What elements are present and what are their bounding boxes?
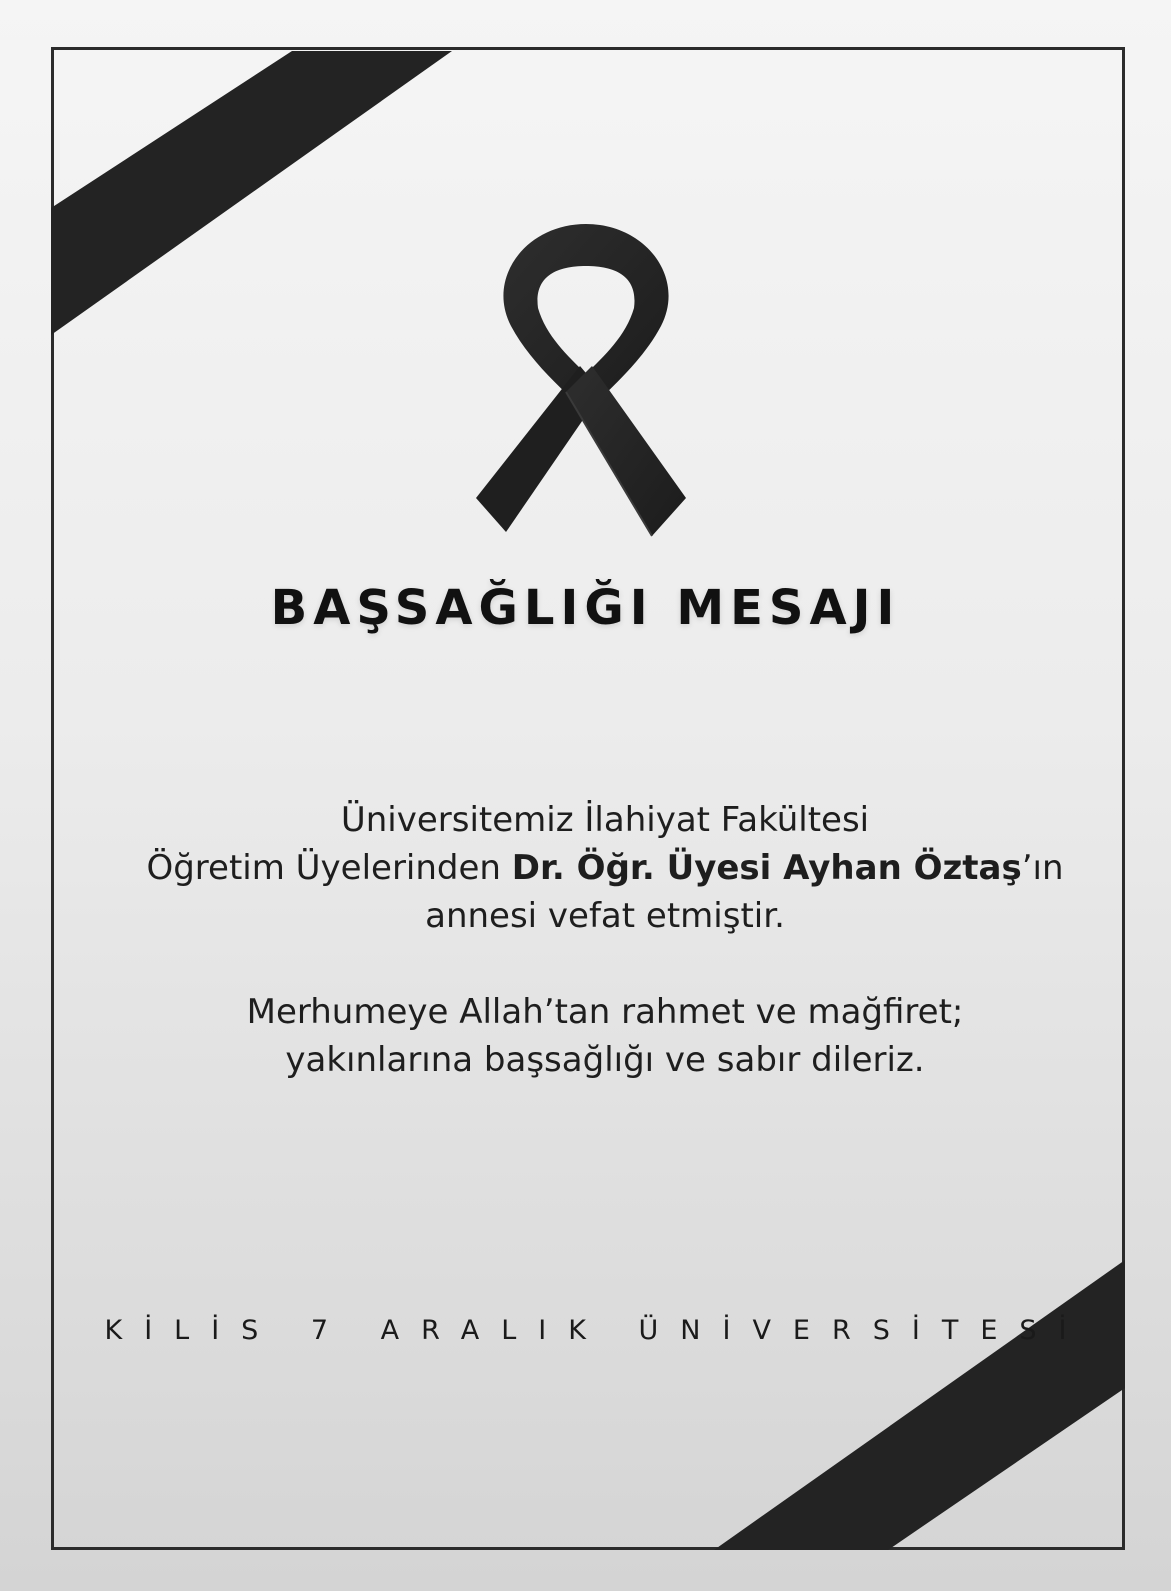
- bottom-right-mourning-band: [714, 1260, 1125, 1550]
- announcement-line-2-prefix: Öğretim Üyelerinden: [146, 848, 512, 888]
- announcement-line-3: annesi vefat etmiştir.: [425, 896, 785, 936]
- announcement-line-2-suffix: ’ın: [1021, 848, 1064, 888]
- condolence-text: [100, 988, 1110, 1084]
- mourning-ribbon-icon: [476, 216, 696, 546]
- university-name: KİLİS 7 ARALIK ÜNİVERSİTESİ: [104, 1315, 1089, 1346]
- announcement-text: [100, 796, 1110, 940]
- condolence-line-1: Merhumeye Allah’tan rahmet ve mağfiret;: [246, 992, 964, 1032]
- top-left-mourning-band: [51, 51, 452, 335]
- announcement-line-1: Üniversitemiz İlahiyat Fakültesi: [340, 800, 870, 840]
- page-title: BAŞSAĞLIĞI MESAJI: [270, 580, 901, 636]
- deceased-relative-name: Dr. Öğr. Üyesi Ayhan Öztaş: [511, 848, 1022, 888]
- condolence-line-2: yakınlarına başsağlığı ve sabır dileriz.: [285, 1040, 925, 1080]
